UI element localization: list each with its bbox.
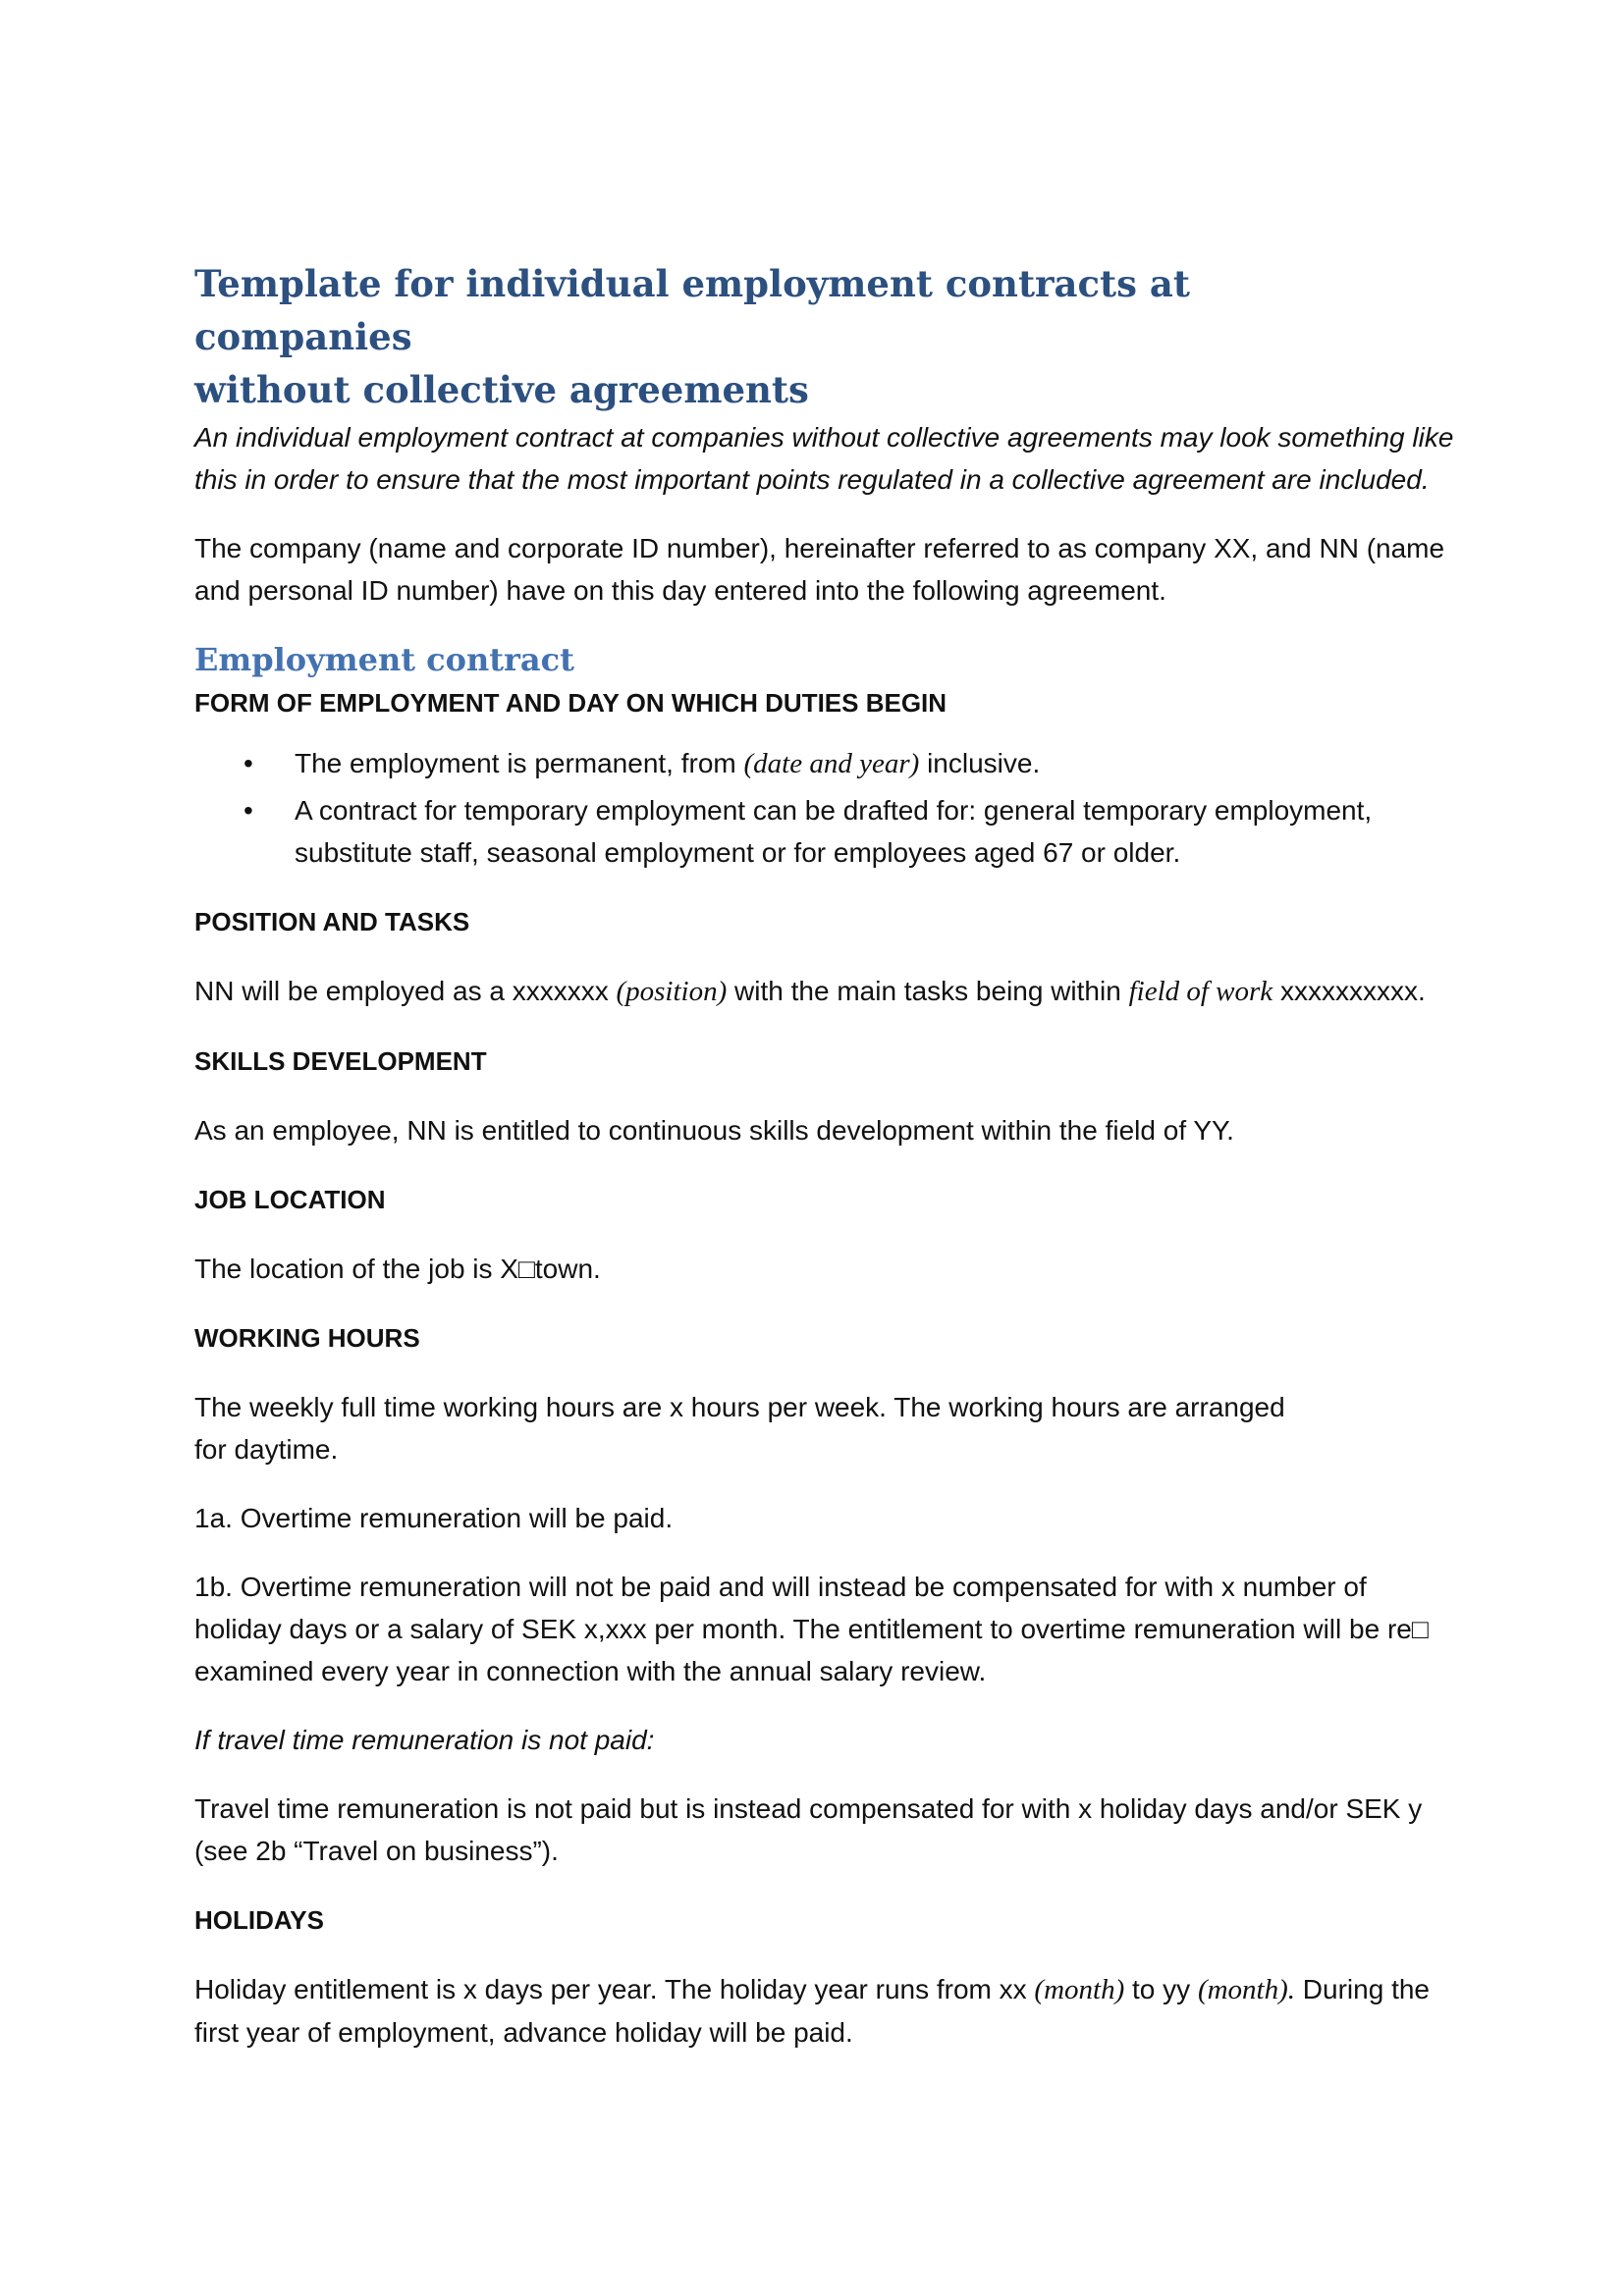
bullet-icon: • <box>244 748 253 778</box>
working-hours-line2: for daytime. <box>194 1434 339 1465</box>
position-text-mid: with the main tasks being within <box>727 976 1129 1006</box>
document-page <box>194 257 1461 2080</box>
bullet1-text-post: inclusive. <box>919 748 1041 778</box>
holidays-paragraph <box>194 1968 1461 2054</box>
overtime-paid-paragraph: 1a. Overtime remuneration will be paid. <box>194 1503 674 1533</box>
document-title-line1: Template for individual employment contracts at companies <box>194 262 1190 358</box>
parties-paragraph: The company (name and corporate ID number), hereinafter referred to as company XX, and NN (name and personal ID number) have on this day entered into the following agreement. <box>194 533 1445 606</box>
position-text-pre: NN will be employed as a xxxxxxx <box>194 976 617 1006</box>
bullet1-text-pre: The employment is permanent, from <box>295 748 744 778</box>
placeholder-position: (position) <box>616 976 728 1007</box>
heading-holidays: HOLIDAYS <box>194 1905 324 1935</box>
working-hours-paragraph <box>194 1386 1461 1470</box>
travel-time-paragraph: Travel time remuneration is not paid but is instead compensated for with x holiday days and/or SEK y (see 2b “Travel on business”). <box>194 1793 1423 1866</box>
working-hours-line1: The weekly full time working hours are x hours per week. The working hours are arranged <box>194 1392 1285 1422</box>
placeholder-date-and-year: (date and year) <box>743 748 920 779</box>
document-title <box>194 257 1324 416</box>
employment-form-list <box>194 742 1461 874</box>
bullet-icon: • <box>244 795 253 826</box>
heading-skills-development: SKILLS DEVELOPMENT <box>194 1046 487 1076</box>
placeholder-month-from: (month) <box>1034 1974 1125 2005</box>
intro-paragraph: An individual employment contract at companies without collective agreements may look something like this in order to ensure that the most important points regulated in a collective agreement are included. <box>194 422 1454 495</box>
holidays-text-mid: to yy <box>1124 1974 1198 2004</box>
holidays-text-post: During the first year of employment, advance holiday will be paid. <box>194 1974 1430 2048</box>
position-text-post: xxxxxxxxxx. <box>1272 976 1426 1006</box>
placeholder-field-of-work: field of work <box>1128 976 1273 1007</box>
location-paragraph: The location of the job is X□town. <box>194 1254 601 1284</box>
heading-job-location: JOB LOCATION <box>194 1185 386 1214</box>
heading-position-and-tasks: POSITION AND TASKS <box>194 907 470 936</box>
heading-working-hours: WORKING HOURS <box>194 1323 420 1353</box>
heading-form-of-employment: FORM OF EMPLOYMENT AND DAY ON WHICH DUTIES BEGIN <box>194 688 947 718</box>
overtime-not-paid-paragraph: 1b. Overtime remuneration will not be paid and will instead be compensated for with x number of holiday days or a salary of SEK x,xxx per month. The entitlement to overtime remuneration will be re□ examined every year in connection with the annual salary review. <box>194 1572 1429 1686</box>
document-title-line2: without collective agreements <box>194 368 809 411</box>
section-title-employment-contract: Employment contract <box>194 641 574 678</box>
bullet2-text: A contract for temporary employment can be drafted for: general temporary employment, substitute staff, seasonal employment or for employees aged 67 or older. <box>295 795 1373 868</box>
position-paragraph <box>194 970 1461 1013</box>
holidays-text-pre: Holiday entitlement is x days per year. The holiday year runs from xx <box>194 1974 1035 2004</box>
list-item <box>194 789 1461 874</box>
travel-condition-paragraph: If travel time remuneration is not paid: <box>194 1725 655 1755</box>
list-item <box>194 742 1461 785</box>
skills-paragraph: As an employee, NN is entitled to continuous skills development within the field of YY. <box>194 1115 1234 1146</box>
placeholder-month-to: (month). <box>1197 1974 1296 2005</box>
